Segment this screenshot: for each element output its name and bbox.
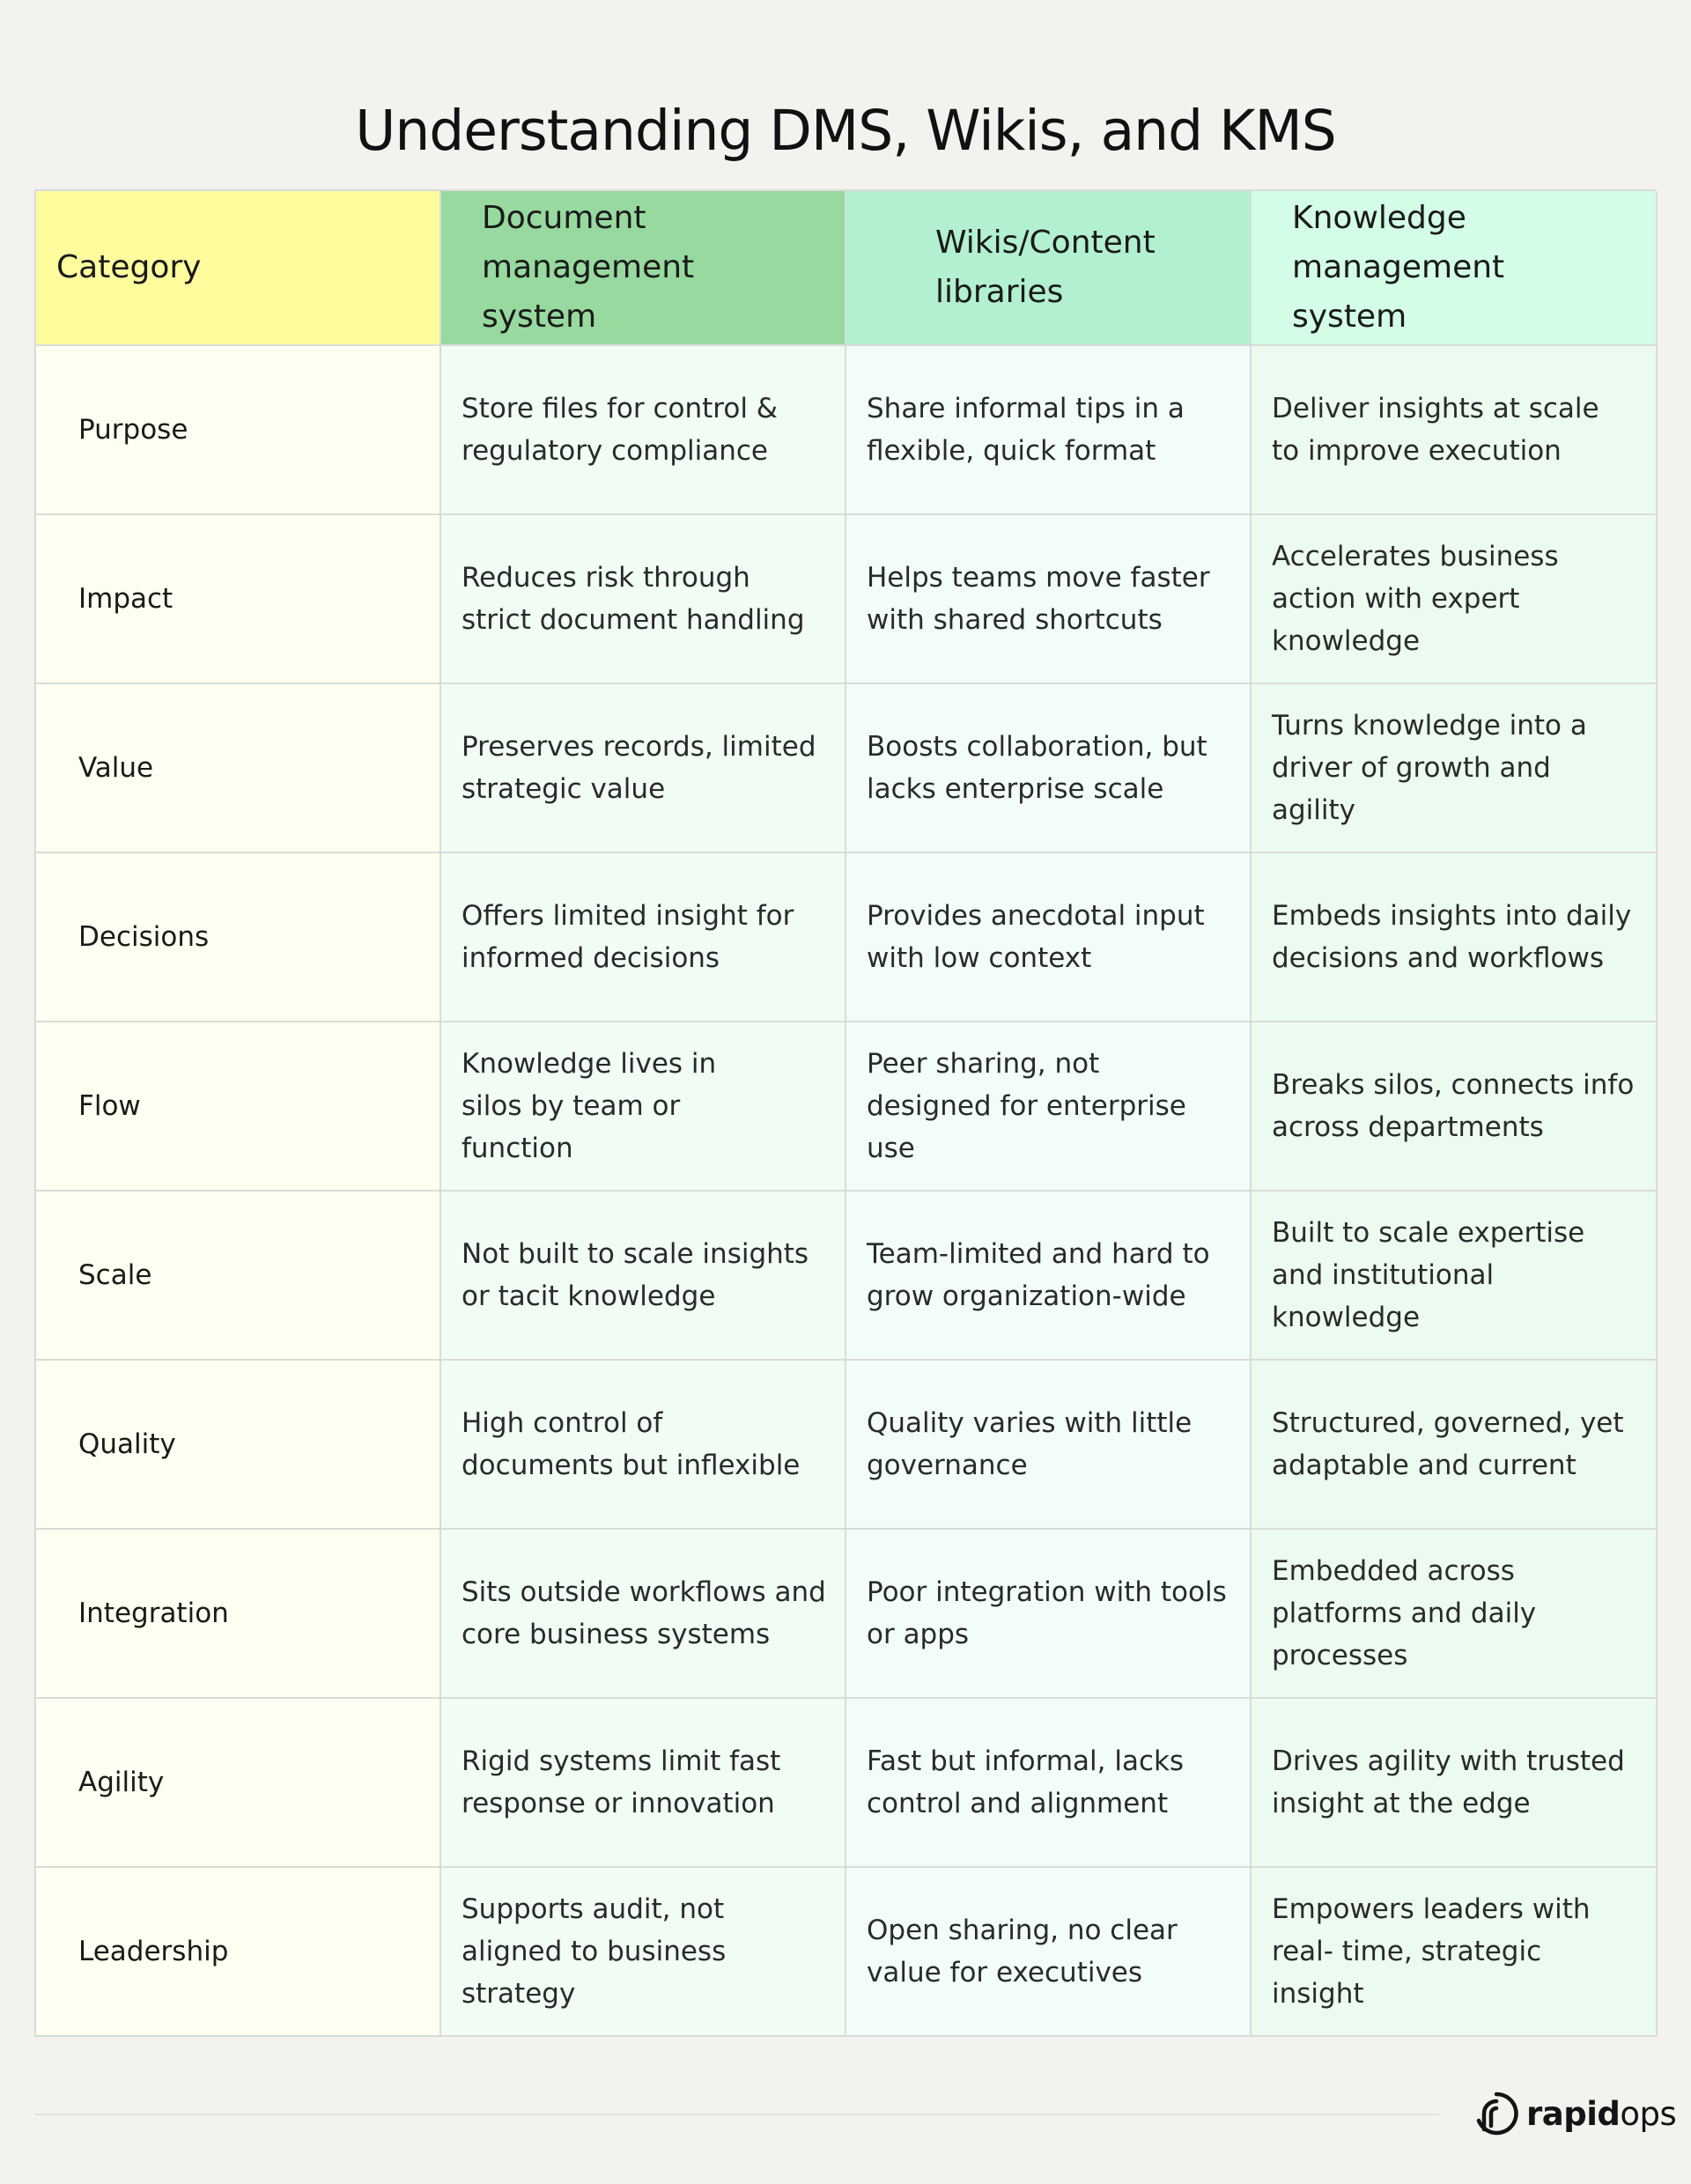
logo-text-bold: rapid	[1526, 2094, 1621, 2133]
table-cell	[441, 1868, 846, 2037]
header-wikis	[846, 191, 1252, 346]
cell-text: Fast but informal, lacks control and alignment	[867, 1745, 1185, 1819]
cell-text: Rigid systems limit fast response or innovation	[462, 1745, 781, 1819]
table-cell	[846, 1868, 1252, 2037]
cell-text: Turns knowledge into a driver of growth and agility	[1272, 710, 1587, 826]
row-category-integration	[36, 1530, 441, 1699]
header-kms	[1252, 191, 1658, 346]
cell-text: Offers limited insight for informed decisions	[462, 900, 794, 974]
table-cell	[441, 853, 846, 1022]
cell-text: Supports audit, not aligned to business strategy	[462, 1893, 727, 2010]
row-category-quality	[36, 1361, 441, 1530]
table-cell	[1252, 853, 1658, 1022]
table-cell	[1252, 1530, 1658, 1699]
cell-text: Not built to scale insights or tacit knowledge	[462, 1238, 809, 1312]
table-cell	[1252, 1361, 1658, 1530]
cell-text: Embeds insights into daily decisions and workflows	[1272, 900, 1632, 974]
row-category-impact	[36, 515, 441, 684]
table-cell	[441, 684, 846, 853]
cell-text: Poor integration with tools or apps	[867, 1576, 1227, 1650]
table-cell	[846, 346, 1252, 515]
cell-text: Provides anecdotal input with low context	[867, 900, 1205, 974]
cell-text: Built to scale expertise and institutional knowledge	[1272, 1217, 1585, 1333]
cell-text: Structured, governed, yet adaptable and current	[1272, 1407, 1624, 1481]
table-cell	[846, 1699, 1252, 1868]
category-label: Value	[78, 752, 154, 784]
cell-text: Store files for control & regulatory compliance	[462, 393, 778, 467]
row-category-agility	[36, 1699, 441, 1868]
table-cell	[441, 1022, 846, 1192]
header-label: Category	[56, 249, 202, 285]
header-category	[36, 191, 441, 346]
cell-text: Peer sharing, not designed for enterprise use	[867, 1048, 1186, 1164]
table-cell	[1252, 515, 1658, 684]
cell-text: Share informal tips in a flexible, quick format	[867, 393, 1185, 467]
table-cell	[1252, 1699, 1658, 1868]
table-cell	[846, 853, 1252, 1022]
row-category-decisions	[36, 853, 441, 1022]
cell-text: Preserves records, limited strategic value	[462, 731, 816, 805]
row-category-flow	[36, 1022, 441, 1192]
rapidops-logo-icon	[1473, 2091, 1519, 2136]
cell-text: Quality varies with little governance	[867, 1407, 1193, 1481]
table-cell	[846, 1361, 1252, 1530]
table-cell	[846, 515, 1252, 684]
header-label: Wikis/Content libraries	[935, 225, 1156, 310]
footer-divider	[34, 2114, 1439, 2115]
row-category-leadership	[36, 1868, 441, 2037]
cell-text: Helps teams move faster with shared shortcuts	[867, 562, 1210, 636]
cell-text: Knowledge lives in silos by team or function	[462, 1048, 717, 1164]
category-label: Quality	[78, 1428, 176, 1460]
table-cell	[441, 1192, 846, 1361]
cell-text: Open sharing, no clear value for executives	[867, 1915, 1178, 1988]
comparison-table	[34, 189, 1656, 2037]
category-label: Impact	[78, 583, 174, 615]
category-label: Decisions	[78, 921, 210, 953]
page-title: Understanding DMS, Wikis, and KMS	[355, 99, 1336, 164]
table-cell	[441, 1361, 846, 1530]
category-label: Agility	[78, 1767, 165, 1798]
header-label: Knowledge management system	[1292, 200, 1505, 335]
table-cell	[846, 1530, 1252, 1699]
row-category-scale	[36, 1192, 441, 1361]
category-label: Leadership	[78, 1936, 229, 1967]
row-category-value	[36, 684, 441, 853]
table-cell	[441, 515, 846, 684]
cell-text: Team-limited and hard to grow organization-wide	[867, 1238, 1210, 1312]
table-cell	[1252, 346, 1658, 515]
table-cell	[1252, 684, 1658, 853]
cell-text: Boosts collaboration, but lacks enterprise scale	[867, 731, 1207, 805]
table-cell	[846, 1022, 1252, 1192]
category-label: Integration	[78, 1597, 229, 1629]
cell-text: Breaks silos, connects info across departments	[1272, 1069, 1635, 1143]
table-cell	[846, 1192, 1252, 1361]
table-cell	[441, 1699, 846, 1868]
rapidops-logo	[1473, 2087, 1676, 2140]
table-cell	[846, 684, 1252, 853]
row-category-purpose	[36, 346, 441, 515]
category-label: Purpose	[78, 414, 188, 446]
table-cell	[441, 346, 846, 515]
cell-text: Deliver insights at scale to improve execution	[1272, 393, 1599, 467]
table-cell	[1252, 1192, 1658, 1361]
cell-text: Embedded across platforms and daily processes	[1272, 1555, 1537, 1671]
cell-text: Sits outside workflows and core business systems	[462, 1576, 826, 1650]
cell-text: Accelerates business action with expert knowledge	[1272, 541, 1559, 657]
table-cell	[441, 1530, 846, 1699]
cell-text: Reduces risk through strict document handling	[462, 562, 805, 636]
logo-wordmark	[1526, 2095, 1676, 2133]
logo-text-light: ops	[1620, 2094, 1677, 2133]
table-cell	[1252, 1022, 1658, 1192]
category-label: Scale	[78, 1259, 152, 1291]
cell-text: Empowers leaders with real- time, strategic insight	[1272, 1893, 1591, 2010]
header-label: Document management system	[482, 200, 695, 335]
category-label: Flow	[78, 1090, 141, 1122]
header-dms	[441, 191, 846, 346]
table-cell	[1252, 1868, 1658, 2037]
cell-text: Drives agility with trusted insight at the edge	[1272, 1745, 1625, 1819]
cell-text: High control of documents but inflexible	[462, 1407, 801, 1481]
